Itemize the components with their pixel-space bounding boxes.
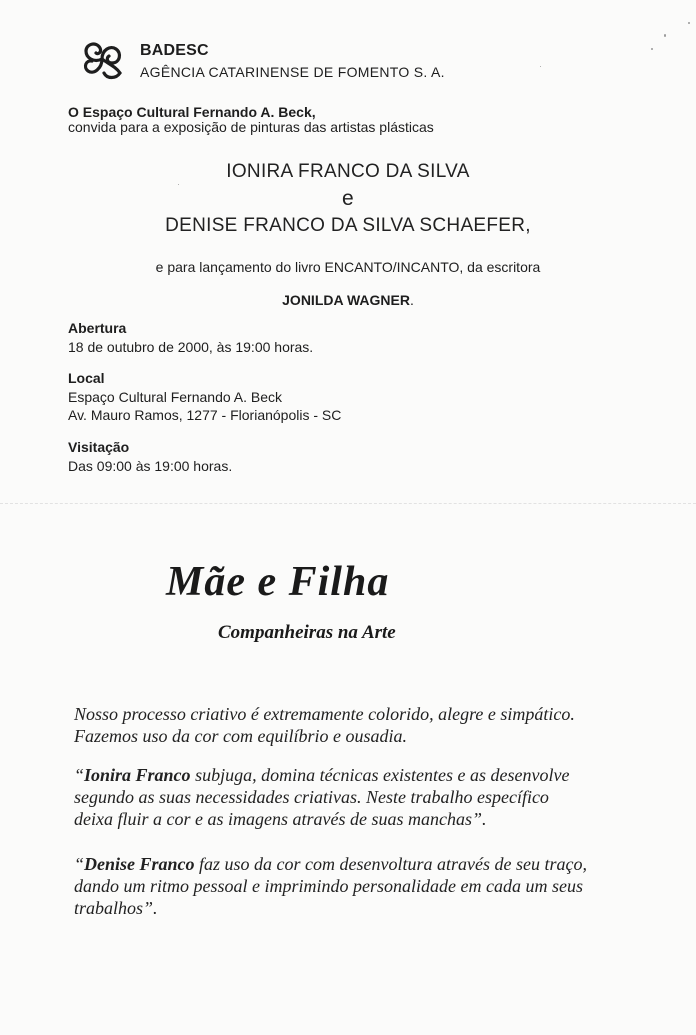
paragraph-2-artist-name: Ionira Franco xyxy=(84,765,191,785)
paragraph-1 xyxy=(74,703,634,747)
opening-label: Abertura xyxy=(68,320,127,336)
org-name: BADESC xyxy=(140,42,209,59)
paragraph-1-line-2: Fazemos uso da cor com equilíbrio e ousadia. xyxy=(74,726,407,746)
paragraph-1-line-1: Nosso processo criativo é extremamente colorido, alegre e simpático. xyxy=(74,704,575,724)
paragraph-2-line-2: segundo as suas necessidades criativas. Neste trabalho específico xyxy=(74,787,549,807)
paragraph-2-line-1 xyxy=(74,764,634,786)
paper-speck xyxy=(651,48,653,50)
invite-line: convida para a exposição de pinturas das artistas plásticas xyxy=(68,119,434,135)
opening-value: 18 de outubro de 2000, às 19:00 horas. xyxy=(68,339,314,355)
book-launch-line: e para lançamento do livro ENCANTO/INCANTO, da escritora xyxy=(155,259,541,275)
writer-name: JONILDA WAGNER xyxy=(282,292,410,308)
fold-divider xyxy=(0,503,696,504)
paragraph-2 xyxy=(74,764,634,830)
venue-intro-line: O Espaço Cultural Fernando A. Beck, xyxy=(68,104,316,120)
location-line-2: Av. Mauro Ramos, 1277 - Florianópolis - SC xyxy=(68,407,342,423)
paper-speck xyxy=(688,22,690,24)
paper-speck xyxy=(664,34,666,37)
paragraph-3-open-quote: “ xyxy=(74,854,85,874)
org-full-name: AGÊNCIA CATARINENSE DE FOMENTO S. A. xyxy=(140,64,445,80)
paragraph-2-line-3: deixa fluir a cor e as imagens através de suas manchas”. xyxy=(74,809,487,829)
paragraph-2-open-quote: “ xyxy=(74,765,85,785)
paragraph-3 xyxy=(74,853,634,919)
writer-suffix: . xyxy=(409,292,414,308)
artist-conjunction: e xyxy=(342,187,354,210)
headline-subtitle: Companheiras na Arte xyxy=(218,622,396,643)
headline-title: Mãe e Filha xyxy=(166,559,390,605)
paper-speck xyxy=(178,184,179,185)
visiting-label: Visitação xyxy=(68,439,130,455)
artist-name-1: IONIRA FRANCO DA SILVA xyxy=(226,161,470,182)
badesc-logo-icon xyxy=(76,33,128,85)
paragraph-3-line-1-rest: faz uso da cor com desenvoltura através de seu traço, xyxy=(194,854,587,874)
paragraph-3-line-1 xyxy=(74,853,634,875)
location-line-1: Espaço Cultural Fernando A. Beck xyxy=(68,389,283,405)
artist-name-2: DENISE FRANCO DA SILVA SCHAEFER, xyxy=(165,215,531,236)
paragraph-2-line-1-rest: subjuga, domina técnicas existentes e as desenvolve xyxy=(190,765,570,785)
paragraph-3-line-3: trabalhos”. xyxy=(74,898,158,918)
paragraph-3-artist-name: Denise Franco xyxy=(84,854,195,874)
paper-speck xyxy=(540,66,541,67)
writer-line xyxy=(0,292,696,308)
visiting-value: Das 09:00 às 19:00 horas. xyxy=(68,458,233,474)
paragraph-3-line-2: dando um ritmo pessoal e imprimindo personalidade em cada um seus xyxy=(74,876,583,896)
location-label: Local xyxy=(68,370,105,386)
